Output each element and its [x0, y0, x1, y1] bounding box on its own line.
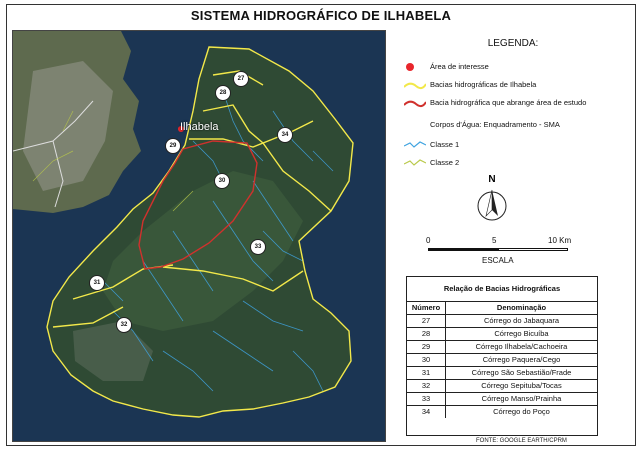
map-svg [13, 31, 386, 442]
row-number: 29 [407, 341, 446, 353]
table-row [407, 380, 597, 393]
row-name: Córrego Manso/Prainha [481, 394, 562, 403]
basin-marker-30: 30 [214, 173, 230, 189]
row-number: 34 [407, 406, 446, 418]
row-name: Córrego Ilhabela/Cachoeira [475, 342, 568, 351]
basin-marker-33: 33 [250, 239, 266, 255]
scale-tick-10: 10 Km [548, 236, 572, 245]
table-title: Relação de Bacias Hidrográficas [407, 277, 597, 302]
legend-class1-label: Classe 1 [430, 140, 460, 149]
north-arrow [472, 174, 512, 226]
city-label: Ilhabela [180, 121, 219, 133]
table-row [407, 354, 597, 367]
row-name: Córrego do Poço [493, 407, 550, 416]
basin-marker-32: 32 [116, 317, 132, 333]
table-row [407, 367, 597, 380]
table-row [407, 315, 597, 328]
legend-study-basin-label: Bacia hidrográfica que abrange área de estudo [430, 98, 587, 107]
scale-bar [420, 236, 590, 270]
red-dot-icon [404, 60, 426, 74]
yellow-line-icon [404, 78, 426, 92]
basins-table [406, 276, 598, 436]
legend-class2-label: Classe 2 [430, 158, 460, 167]
row-name: Córrego Bicuíba [494, 329, 549, 338]
row-name: Córrego do Jabaquara [483, 316, 560, 325]
scale-label: ESCALA [482, 256, 514, 265]
row-name: Córrego Paquera/Cego [482, 355, 561, 364]
scale-tick-5: 5 [492, 236, 497, 245]
table-header [407, 302, 597, 315]
basin-marker-31: 31 [89, 275, 105, 291]
table-row [407, 328, 597, 341]
legend-basins-label: Bacias hidrográficas de Ilhabela [430, 80, 537, 89]
row-number: 28 [407, 328, 446, 340]
map-canvas [12, 30, 386, 442]
row-number: 30 [407, 354, 446, 366]
table-row [407, 341, 597, 354]
header-name: Denominação [496, 303, 547, 312]
legend-title: LEGENDA: [487, 38, 539, 49]
red-line-icon [404, 96, 426, 110]
row-number: 33 [407, 393, 446, 405]
table-row [407, 393, 597, 406]
scale-tick-0: 0 [426, 236, 431, 245]
row-number: 27 [407, 315, 446, 327]
legend-row-water-bodies [430, 120, 560, 134]
basin-marker-34: 34 [277, 127, 293, 143]
source-note: FONTE: GOOGLE EARTH/CPRM [476, 438, 567, 444]
header-number: Número [407, 302, 446, 314]
basin-marker-28: 28 [215, 85, 231, 101]
basin-marker-29: 29 [165, 138, 181, 154]
row-number: 32 [407, 380, 446, 392]
basin-marker-27: 27 [233, 71, 249, 87]
scale-bar-half [498, 248, 568, 251]
table-row [407, 406, 597, 418]
class1-stream-icon [404, 138, 426, 152]
row-name: Córrego São Sebastião/Frade [471, 368, 572, 377]
legend [400, 34, 626, 264]
class2-stream-icon [404, 156, 426, 170]
compass-icon [472, 186, 512, 226]
row-number: 31 [407, 367, 446, 379]
legend-interest-label: Área de interesse [430, 62, 489, 71]
legend-water-bodies-label: Corpos d'Água: Enquadramento - SMA [430, 120, 560, 129]
row-name: Córrego Sepituba/Tocas [481, 381, 562, 390]
north-label: N [488, 174, 496, 185]
map-title: SISTEMA HIDROGRÁFICO DE ILHABELA [190, 8, 452, 23]
